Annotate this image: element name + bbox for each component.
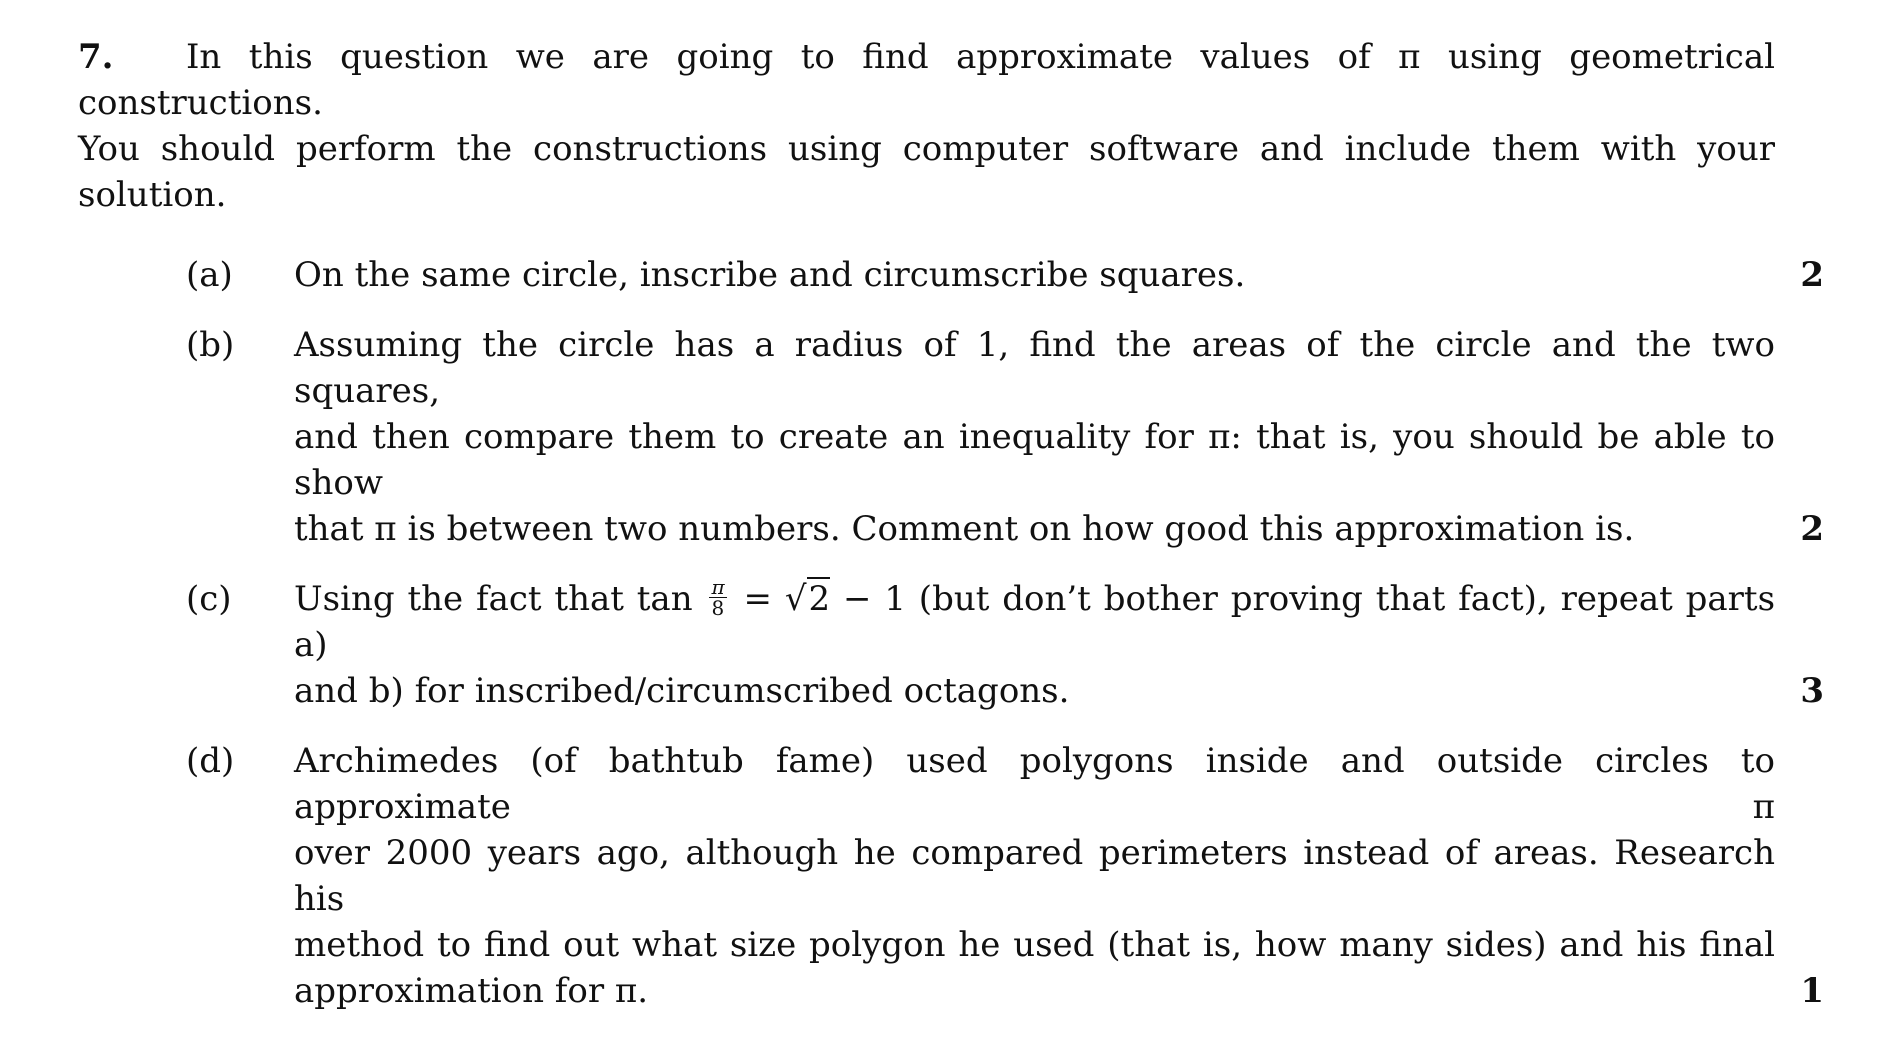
intro-text-1: In this question we are going to find approximate values of π using geometrical constructions.	[78, 37, 1775, 123]
part-b-text	[294, 322, 1775, 552]
pi-over-8-fraction	[709, 574, 726, 620]
part-d-text	[294, 738, 1775, 1014]
part-b-marks: 2	[1800, 509, 1824, 549]
part-c-label: (c)	[186, 579, 232, 619]
sqrt-symbol: √	[784, 579, 807, 619]
part-d-line-4: approximation for π.	[294, 971, 649, 1011]
part-d	[78, 738, 1824, 1014]
part-c-line-1	[294, 576, 1775, 668]
part-d-line-2: over 2000 years ago, although he compared perimeters instead of areas. Research his	[294, 833, 1775, 919]
intro-line-1	[78, 34, 1775, 126]
part-c	[78, 576, 1824, 714]
part-b-label: (b)	[186, 325, 235, 365]
equals-sign: =	[743, 579, 772, 619]
part-c-marks: 3	[1800, 671, 1824, 711]
part-a	[78, 252, 1824, 298]
part-a-marks: 2	[1800, 255, 1824, 295]
part-b-line-2: and then compare them to create an inequality for π: that is, you should be able to show	[294, 417, 1775, 503]
sqrt-radicand: 2	[808, 579, 831, 619]
question-parts	[78, 252, 1824, 1014]
fraction-numerator: π	[711, 574, 725, 599]
part-d-marks: 1	[1800, 971, 1824, 1011]
part-d-line-1: Archimedes (of bathtub fame) used polygons inside and outside circles to approximate π	[294, 741, 1775, 827]
part-b-line-1: Assuming the circle has a radius of 1, find the areas of the circle and the two squares,	[294, 325, 1775, 411]
part-a-label: (a)	[186, 255, 233, 295]
part-a-line-1: On the same circle, inscribe and circumscribe squares.	[294, 255, 1246, 295]
part-d-line-3: method to find out what size polygon he used (that is, how many sides) and his final	[294, 925, 1775, 965]
sqrt-expression	[785, 576, 830, 622]
question-intro	[78, 34, 1775, 218]
part-a-text	[294, 252, 1775, 298]
question-number: 7.	[78, 37, 114, 77]
part-d-label: (d)	[186, 741, 235, 781]
intro-line-2: You should perform the constructions using computer software and include them with your solution.	[78, 129, 1775, 215]
part-b-line-3: that π is between two numbers. Comment on how good this approximation is.	[294, 509, 1635, 549]
part-c-text-after: − 1 (but don’t bother proving that fact), repeat parts a)	[294, 579, 1776, 665]
fraction-denominator: 8	[711, 595, 725, 620]
part-c-text-before: Using the fact that tan	[294, 579, 693, 619]
part-c-text	[294, 576, 1775, 714]
part-c-line-2: and b) for inscribed/circumscribed octagons.	[294, 671, 1070, 711]
question-page	[78, 34, 1824, 1038]
part-b	[78, 322, 1824, 552]
